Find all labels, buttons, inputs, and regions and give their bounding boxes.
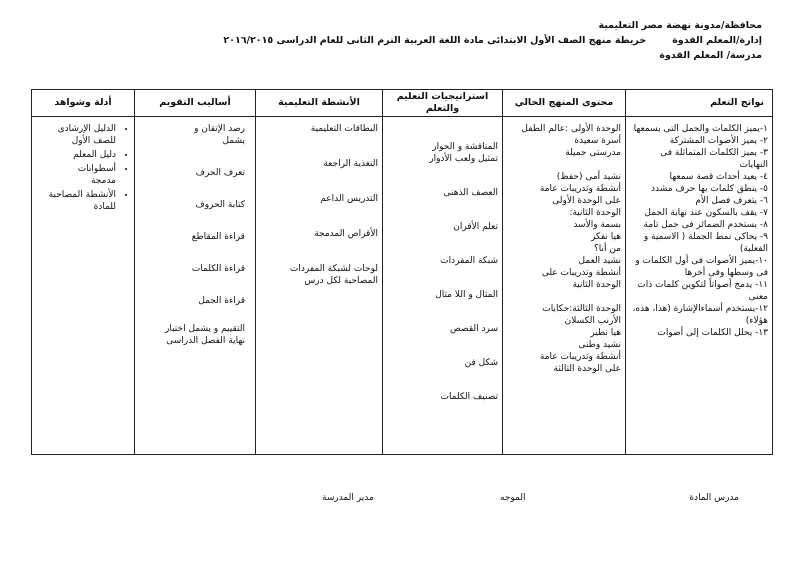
signature-teacher: مدرس المادة bbox=[689, 493, 739, 503]
evidence-item: • الأنشطة المصاحبة للمادة bbox=[36, 189, 116, 213]
column-header-activities: الأنشطة التعليمية bbox=[256, 90, 383, 117]
content-item: الوحدة الأولى :عالم الطفل bbox=[521, 124, 621, 134]
header-administration-row bbox=[223, 33, 762, 48]
content-list bbox=[507, 123, 621, 375]
content-item: على الوحدة الأولى bbox=[552, 196, 621, 206]
content-item: أسرة سعيدة bbox=[574, 136, 621, 146]
assessment-item: قراءة الجمل bbox=[198, 296, 245, 306]
outcome-item: ٢- يميز الأصوات المشتركة bbox=[669, 136, 768, 146]
content-item: أنشطة وتدريبات على bbox=[541, 268, 621, 278]
outcome-item: ٥- ينطق كلمات بها حرف مشدد bbox=[650, 184, 768, 194]
strategy-item: تصنيف الكلمات bbox=[440, 392, 498, 402]
content-item: مدرستى جميلة bbox=[565, 148, 621, 158]
outcome-item: ١٢-يستخدم أسماءالإشارة (هذا، هذه، هؤلاء) bbox=[632, 304, 768, 326]
evidence-item: • الدليل الإرشادى للصف الأول bbox=[36, 123, 116, 147]
strategies-list bbox=[387, 123, 498, 403]
activity-item: الأقراص المدمجة bbox=[314, 229, 378, 239]
outcome-item: ١١- يدمج أصواتاً لتكوين كلمات ذات معنى bbox=[637, 280, 768, 302]
assessment-item: تعرف الحرف bbox=[195, 168, 245, 178]
assessment-item: قراءة المقاطع bbox=[191, 232, 245, 242]
outcome-item: ٤- يعيد أحداث قصة سمعها bbox=[669, 172, 768, 182]
evidence-item: • أسطوانات مدمجة bbox=[36, 163, 116, 187]
outcome-item: ١-يميز الكلمات والجمل التى يسمعها bbox=[633, 124, 768, 134]
outcome-item: ٩- يحاكى نمط الجملة ( الاسمية و الفعلية) bbox=[643, 232, 768, 254]
assessment-item: قراءة الكلمات bbox=[191, 264, 245, 274]
strategy-item: سرد القصص bbox=[449, 324, 498, 334]
document-header bbox=[223, 18, 762, 63]
table-header-row bbox=[32, 90, 773, 117]
column-header-assessment: أساليب التقويم bbox=[135, 90, 256, 117]
header-school: مدرسة/ المعلم القدوة bbox=[659, 50, 762, 61]
strategy-item: تمثيل ولعب الأدوار bbox=[429, 154, 498, 164]
assessment-list bbox=[139, 123, 251, 347]
content-item: من أنا؟ bbox=[593, 244, 621, 254]
content-item: أنشطة وتدريبات عامة bbox=[539, 184, 621, 194]
curriculum-map-table bbox=[31, 89, 773, 455]
signature-principal: مدير المدرسة bbox=[322, 493, 374, 503]
strategy-item: المثال و اللا مثال bbox=[435, 290, 498, 300]
content-spacer bbox=[507, 291, 621, 303]
strategies-cell bbox=[383, 117, 503, 455]
content-item: هيا نطير bbox=[590, 328, 621, 338]
strategy-item: المناقشة و الحوار bbox=[432, 142, 498, 152]
outcome-item: ٣- يميز الكلمات المتماثلة فى النهايات bbox=[660, 148, 768, 170]
column-header-strategies: استراتيجيات التعليم والتعلم bbox=[383, 90, 503, 117]
assessment-item: التقييم و يشمل اختبار نهاية الفصل الدراسى bbox=[165, 324, 245, 346]
header-administration: إدارة/المعلم القدوة bbox=[672, 35, 762, 46]
content-item: هيا نفكر bbox=[590, 232, 621, 242]
assessment-cell bbox=[135, 117, 256, 455]
strategy-item: تعلم الأقران bbox=[453, 222, 498, 232]
content-item: الوحدة الثانية: bbox=[569, 208, 621, 218]
outcomes-cell bbox=[626, 117, 773, 455]
outcome-item: ١٠-يميز الأصوات فى أول الكلمات و فى وسطها وفى أخرها bbox=[635, 256, 768, 278]
content-item: الأرنب الكسلان bbox=[564, 316, 621, 326]
document-title: خريطة منهج الصف الأول الابتدائى مادة اللغة العربية الترم الثانى للعام الدراسى ٢٠١٦/٢٠١٥ bbox=[223, 35, 647, 46]
evidence-list bbox=[36, 123, 130, 213]
strategy-item: شبكة المفردات bbox=[440, 256, 498, 266]
outcome-item: ٨- يستخدم الضمائر فى جمل تامة bbox=[643, 220, 768, 230]
content-item: الوحدة الثانية bbox=[572, 280, 621, 290]
content-item: الوحدة الثالثة:حكايات bbox=[542, 304, 621, 314]
evidence-item: • دليل المعلم bbox=[36, 149, 116, 161]
header-governorate: محافظة/مدونة نهضة مصر التعليمية bbox=[598, 20, 762, 31]
assessment-item: رصد الإتقان و يشمل bbox=[194, 124, 245, 146]
activity-item: التغذية الراجعة bbox=[323, 159, 378, 169]
content-item: بسمة والأسد bbox=[573, 220, 621, 230]
activities-cell bbox=[256, 117, 383, 455]
column-header-outcomes: نواتج التعلم bbox=[626, 90, 773, 117]
activity-item: البطاقات التعليمية bbox=[310, 124, 378, 134]
outcomes-list bbox=[630, 123, 768, 339]
strategy-item: شكل فن bbox=[464, 358, 498, 368]
outcome-item: ١٣- يحلل الكلمات إلى أصوات bbox=[657, 328, 768, 338]
table-row bbox=[32, 117, 773, 455]
evidence-cell bbox=[32, 117, 135, 455]
outcome-item: ٦- يتعرف فصل الأم bbox=[695, 196, 768, 206]
content-item: نشيد وطنى bbox=[578, 340, 621, 350]
activity-item: لوحات لشبكة المفردات المصاحبة لكل درس bbox=[289, 264, 378, 286]
strategy-item: العصف الذهنى bbox=[443, 188, 498, 198]
assessment-item: كتابة الحروف bbox=[195, 200, 245, 210]
outcome-item: ٧- يقف بالسكون عند نهاية الجمل bbox=[644, 208, 768, 218]
content-item: نشيد أمى (حفظ) bbox=[556, 172, 621, 182]
content-item: على الوحدة الثالثة bbox=[553, 364, 621, 374]
content-cell bbox=[503, 117, 626, 455]
content-item: نشيد العمل bbox=[578, 256, 621, 266]
content-spacer bbox=[507, 159, 621, 171]
signature-supervisor: الموجه bbox=[500, 493, 526, 503]
column-header-evidence: أدلة وشواهد bbox=[32, 90, 135, 117]
column-header-content: محتوى المنهج الحالي bbox=[503, 90, 626, 117]
activities-list bbox=[260, 123, 378, 287]
activity-item: التدريس الداعم bbox=[320, 194, 378, 204]
content-item: أنشطة وتدريبات عامة bbox=[539, 352, 621, 362]
